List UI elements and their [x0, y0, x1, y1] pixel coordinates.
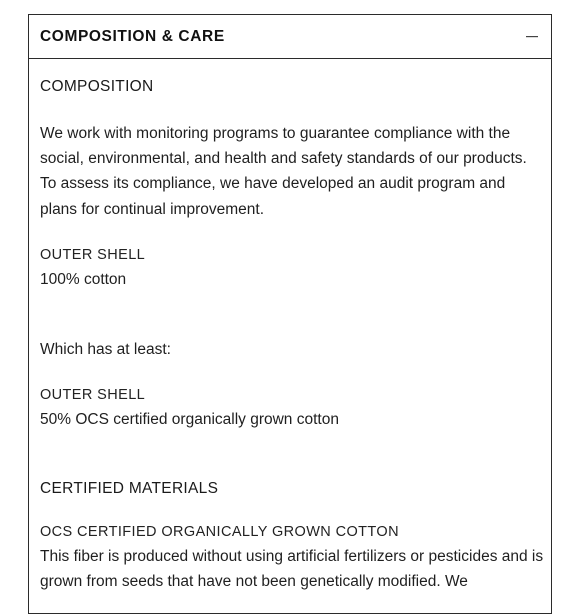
minus-icon-glyph	[526, 36, 538, 38]
ocs-text: This fiber is produced without using artificial fertilizers or pesticides and is grown from seeds that have not been genetically modified. We	[40, 548, 544, 591]
outer-shell-value-2: 50% OCS certified organically grown cotton	[40, 411, 339, 428]
which-has-at-least: Which has at least:	[40, 341, 171, 358]
accordion-header[interactable]	[29, 15, 551, 59]
composition-care-panel	[28, 14, 552, 614]
outer-shell-label: OUTER SHELL	[40, 247, 146, 263]
certified-materials-heading: CERTIFIED MATERIALS	[40, 480, 219, 497]
composition-heading: COMPOSITION	[40, 78, 154, 95]
outer-shell-label-2: OUTER SHELL	[40, 387, 146, 403]
ocs-label: OCS CERTIFIED ORGANICALLY GROWN COTTON	[40, 524, 399, 540]
minus-icon[interactable]	[525, 30, 539, 44]
composition-intro: We work with monitoring programs to guarantee compliance with the social, environmental, and health and safety standards of our products. To assess its compliance, we have developed an audit program and plans for continual improvement.	[40, 125, 527, 218]
accordion-title: COMPOSITION & CARE	[40, 27, 225, 45]
outer-shell-value: 100% cotton	[40, 271, 127, 288]
